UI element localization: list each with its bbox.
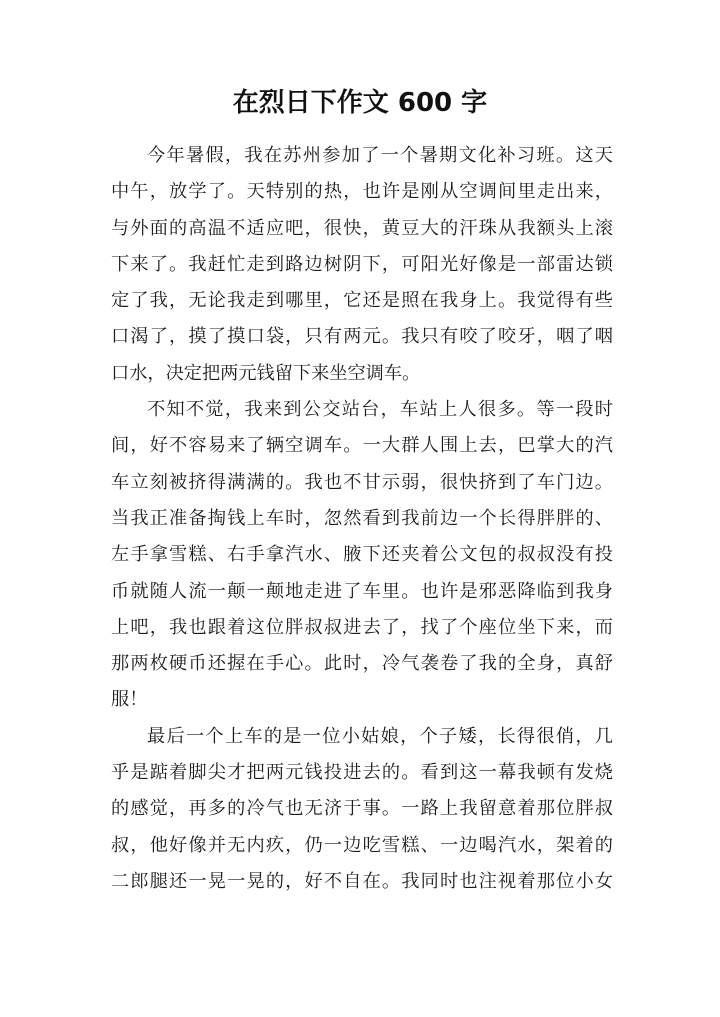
text-line: 叔，他好像并无内疚，仍一边吃雪糕、一边喝汽水，架着的 [111,834,613,856]
text-line: 币就随人流一颠一颠地走进了车里。也许是邪恶降临到我身 [111,580,613,602]
document-title: 在烈日下作文 600 字 [232,88,488,118]
text-line: 二郎腿还一晃一晃的，好不自在。我同时也注视着那位小女 [111,870,613,892]
paragraph-2 [111,392,613,719]
text-line: 当我正准备掏钱上车时，忽然看到我前边一个长得胖胖的、 [111,507,613,529]
text-line: 不知不觉，我来到公交站台，车站上人很多。等一段时 [147,399,613,421]
text-line: 口渴了，摸了摸口袋，只有两元。我只有咬了咬牙，咽了咽 [111,326,613,348]
text-line: 口水，决定把两元钱留下来坐空调车。 [111,362,421,384]
text-line: 乎是踮着脚尖才把两元钱投进去的。看到这一幕我顿有发烧 [111,762,613,784]
paragraph-1 [111,138,613,392]
text-line: 那两枚硬币还握在手心。此时，冷气袭卷了我的全身，真舒 [111,653,613,675]
text-line: 左手拿雪糕、右手拿汽水、腋下还夹着公文包的叔叔没有投 [111,544,613,566]
text-line: 最后一个上车的是一位小姑娘，个子矮，长得很俏，几 [147,725,613,747]
text-line: 的感觉，再多的冷气也无济于事。一路上我留意着那位胖叔 [111,798,613,820]
paragraph-3 [111,719,613,900]
text-line: 服！ [111,689,148,711]
text-line: 间，好不容易来了辆空调车。一大群人围上去，巴掌大的汽 [111,435,613,457]
text-line: 与外面的高温不适应吧，很快，黄豆大的汗珠从我额头上滚 [111,217,613,239]
text-line: 车立刻被挤得满满的。我也不甘示弱，很快挤到了车门边。 [111,471,613,493]
article-body [111,138,613,900]
text-line: 定了我，无论我走到哪里，它还是照在我身上。我觉得有些 [111,290,613,312]
text-line: 上吧，我也跟着这位胖叔叔进去了，找了个座位坐下来，而 [111,616,613,638]
text-line: 下来了。我赶忙走到路边树阴下，可阳光好像是一部雷达锁 [111,253,613,275]
text-line: 今年暑假，我在苏州参加了一个暑期文化补习班。这天 [147,145,613,166]
text-line: 中午，放学了。天特别的热，也许是刚从空调间里走出来， [111,181,613,203]
